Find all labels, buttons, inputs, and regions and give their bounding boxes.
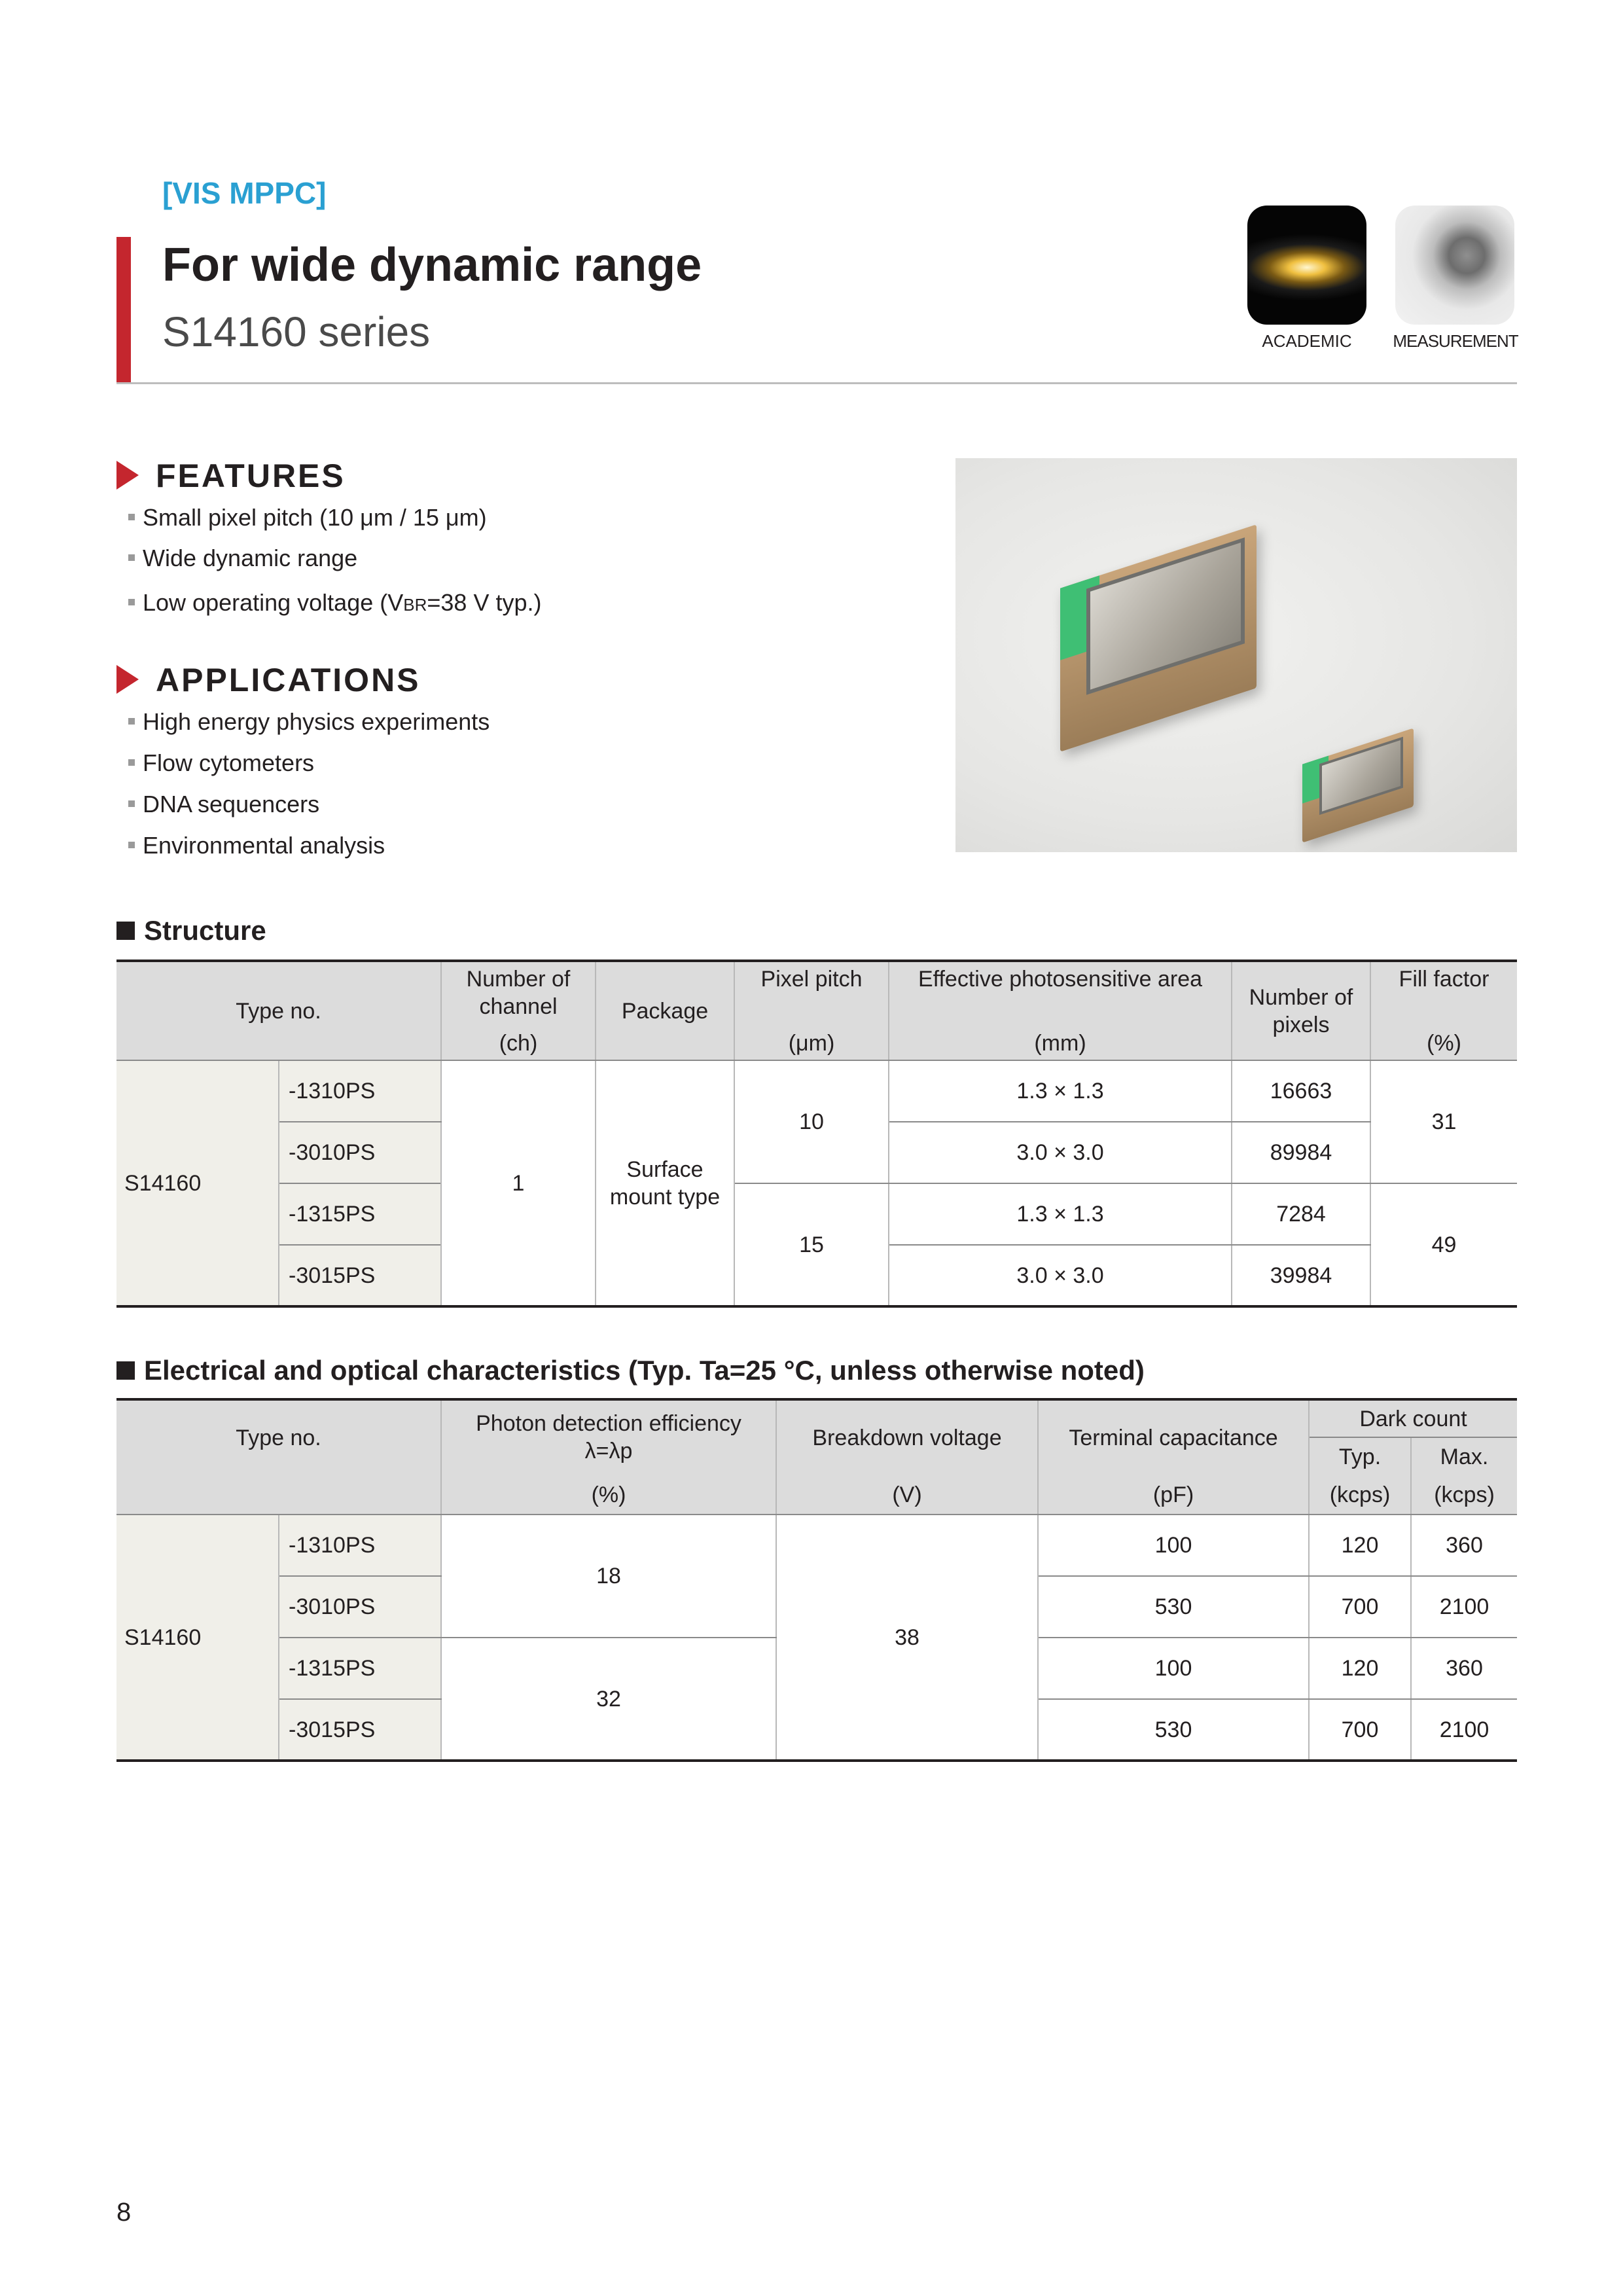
title-accent-bar <box>116 237 131 382</box>
capacitance-cell: 100 <box>1038 1638 1309 1699</box>
header-typ-unit: (kcps) <box>1309 1475 1411 1515</box>
feature-item: Small pixel pitch (10 μm / 15 μm) <box>128 504 487 531</box>
dark-typ-cell: 700 <box>1309 1576 1411 1638</box>
dark-typ-cell: 120 <box>1309 1638 1411 1699</box>
dark-max-cell: 2100 <box>1411 1576 1517 1638</box>
pitch-cell: 10 <box>734 1060 889 1183</box>
page-number: 8 <box>116 2198 132 2227</box>
pde-cell: 32 <box>441 1638 776 1761</box>
square-bullet-icon <box>116 922 135 940</box>
large-chip <box>1060 524 1257 751</box>
pixels-cell: 39984 <box>1232 1245 1370 1306</box>
applications-title: APPLICATIONS <box>156 662 421 698</box>
type-cell: -3010PS <box>279 1576 441 1638</box>
application-item: DNA sequencers <box>128 791 319 818</box>
application-item: High energy physics experiments <box>128 708 490 736</box>
type-cell: -3010PS <box>279 1122 441 1183</box>
header-max-unit: (kcps) <box>1411 1475 1517 1515</box>
pixels-cell: 7284 <box>1232 1183 1370 1245</box>
breakdown-cell: 38 <box>776 1515 1038 1761</box>
pixels-cell: 16663 <box>1232 1060 1370 1122</box>
header-dark-count: Dark count <box>1309 1399 1517 1437</box>
bullet-icon <box>128 554 135 561</box>
header-type-no: Type no. <box>116 961 441 1060</box>
type-cell: -3015PS <box>279 1699 441 1761</box>
dark-max-cell: 360 <box>1411 1638 1517 1699</box>
bullet-icon <box>128 599 135 605</box>
fill-cell: 31 <box>1370 1060 1517 1183</box>
pitch-cell: 15 <box>734 1183 889 1306</box>
type-cell: -1310PS <box>279 1060 441 1122</box>
package-cell: Surface mount type <box>596 1060 734 1306</box>
header-dark-max: Max. <box>1411 1437 1517 1475</box>
header-divider <box>116 382 1517 384</box>
application-item: Environmental analysis <box>128 832 385 859</box>
pixels-cell: 89984 <box>1232 1122 1370 1183</box>
type-cell: -1315PS <box>279 1638 441 1699</box>
feature-item: Wide dynamic range <box>128 545 357 572</box>
measurement-label: MEASUREMENT <box>1393 331 1518 351</box>
header-pixels: Number of pixels <box>1232 961 1370 1060</box>
type-cell: -1310PS <box>279 1515 441 1576</box>
header-pixel-pitch: Pixel pitch (μm) <box>734 961 889 1060</box>
dark-typ-cell: 700 <box>1309 1699 1411 1761</box>
header-pde-unit: (%) <box>441 1475 776 1515</box>
table-row <box>116 1515 1517 1576</box>
header-breakdown: Breakdown voltage <box>776 1399 1038 1475</box>
dark-typ-cell: 120 <box>1309 1515 1411 1576</box>
features-title: FEATURES <box>156 457 346 494</box>
header-capacitance-unit: (pF) <box>1038 1475 1309 1515</box>
header-package: Package <box>596 961 734 1060</box>
series-cell: S14160 <box>116 1060 279 1306</box>
header-channels: Number of channel (ch) <box>441 961 596 1060</box>
area-cell: 3.0 × 3.0 <box>889 1245 1232 1306</box>
header-type-no-unit <box>116 1475 441 1515</box>
square-bullet-icon <box>116 1361 135 1380</box>
header-area: Effective photosensitive area (mm) <box>889 961 1232 1060</box>
header-pde: Photon detection efficiency λ=λp <box>441 1399 776 1475</box>
header-dark-typ: Typ. <box>1309 1437 1411 1475</box>
applications-marker-icon <box>116 665 139 694</box>
electrical-heading: Electrical and optical characteristics (Typ. Ta=25 °C, unless otherwise noted) <box>116 1355 1145 1386</box>
area-cell: 1.3 × 1.3 <box>889 1060 1232 1122</box>
table-row <box>116 1060 1517 1122</box>
application-item: Flow cytometers <box>128 749 314 777</box>
structure-heading: Structure <box>116 915 266 946</box>
bullet-icon <box>128 514 135 520</box>
type-cell: -3015PS <box>279 1245 441 1306</box>
electrical-table <box>116 1398 1517 1762</box>
header-breakdown-unit: (V) <box>776 1475 1038 1515</box>
product-photo <box>955 458 1517 852</box>
measurement-icon <box>1395 206 1514 325</box>
bullet-icon <box>128 718 135 725</box>
pde-cell: 18 <box>441 1515 776 1638</box>
academic-label: ACADEMIC <box>1262 331 1352 351</box>
capacitance-cell: 530 <box>1038 1576 1309 1638</box>
header-capacitance: Terminal capacitance <box>1038 1399 1309 1475</box>
academic-icon <box>1247 206 1366 325</box>
fill-cell: 49 <box>1370 1183 1517 1306</box>
bullet-icon <box>128 842 135 848</box>
area-cell: 1.3 × 1.3 <box>889 1183 1232 1245</box>
header-fill-factor: Fill factor (%) <box>1370 961 1517 1060</box>
dark-max-cell: 2100 <box>1411 1699 1517 1761</box>
area-cell: 3.0 × 3.0 <box>889 1122 1232 1183</box>
page-title: For wide dynamic range <box>162 239 702 291</box>
capacitance-cell: 100 <box>1038 1515 1309 1576</box>
type-cell: -1315PS <box>279 1183 441 1245</box>
bullet-icon <box>128 759 135 766</box>
table-row <box>116 1183 1517 1245</box>
series-cell: S14160 <box>116 1515 279 1761</box>
header-type-no: Type no. <box>116 1399 441 1475</box>
feature-item: Low operating voltage (VBR=38 V typ.) <box>128 589 541 617</box>
features-marker-icon <box>116 461 139 490</box>
dark-max-cell: 360 <box>1411 1515 1517 1576</box>
bullet-icon <box>128 800 135 807</box>
capacitance-cell: 530 <box>1038 1699 1309 1761</box>
structure-table <box>116 960 1517 1308</box>
channels-cell: 1 <box>441 1060 596 1306</box>
category-label: [VIS MPPC] <box>162 176 327 210</box>
page-subtitle: S14160 series <box>162 308 431 355</box>
small-chip <box>1302 728 1414 842</box>
